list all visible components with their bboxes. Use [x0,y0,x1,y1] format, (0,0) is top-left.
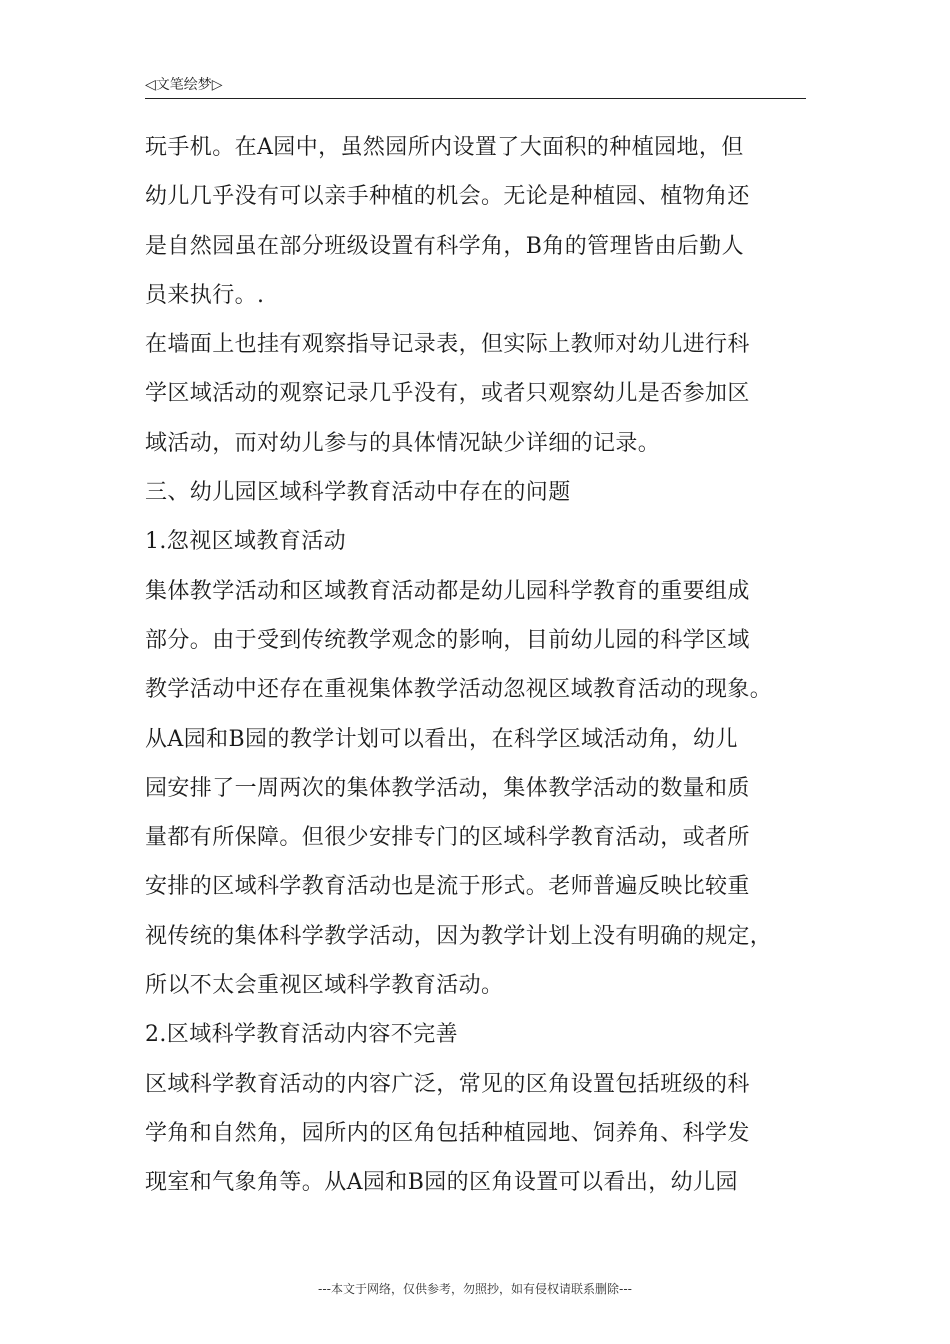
header-title: ◁文笔绘梦▷ [145,77,223,93]
text-line: 现室和气象角等。从A园和B园的区角设置可以看出，幼儿园 [145,1170,738,1196]
text-line: 视传统的集体科学教学活动，因为教学计划上没有明确的规定， [145,923,773,949]
text-line: 是自然园虽在部分班级设置有科学角，B角的管理皆由后勤人 [145,233,744,259]
text-line: 学区域活动的观察记录几乎没有，或者只观察幼儿是否参加区 [145,381,750,407]
text-line: 安排的区域科学教育活动也是流于形式。老师普遍反映比较重 [145,874,750,900]
text-line: 区域科学教育活动的内容广泛，常见的区角设置包括班级的科 [145,1071,750,1097]
page-footer: ---本文于网络，仅供参考，勿照抄，如有侵权请联系删除--- [318,1282,632,1296]
text-line: 学角和自然角，园所内的区角包括种植园地、饲养角、科学发 [145,1120,750,1146]
subsection-heading: 2.区域科学教育活动内容不完善 [145,1022,458,1048]
subsection-heading: 1.忽视区域教育活动 [145,529,346,555]
text-line: 域活动，而对幼儿参与的具体情况缺少详细的记录。 [145,430,661,456]
text-line: 所以不太会重视区域科学教育活动。 [145,973,504,999]
document-body [145,128,807,1213]
text-line: 员来执行。. [145,282,265,308]
text-line: 量都有所保障。但很少安排专门的区域科学教育活动，或者所 [145,825,750,851]
text-line: 部分。由于受到传统教学观念的影响，目前幼儿园的科学区域 [145,627,750,653]
text-line: 幼儿几乎没有可以亲手种植的机会。无论是种植园、植物角还 [145,184,750,210]
page-header [145,70,806,99]
text-line: 玩手机。在A园中，虽然园所内设置了大面积的种植园地，但 [145,135,744,160]
text-line: 集体教学活动和区域教育活动都是幼儿园科学教育的重要组成 [145,578,750,604]
text-line: 教学活动中还存在重视集体教学活动忽视区域教育活动的现象。 [145,677,773,703]
text-line: 在墙面上也挂有观察指导记录表，但实际上教师对幼儿进行科 [145,332,750,358]
section-heading: 三、幼儿园区域科学教育活动中存在的问题 [145,480,571,506]
text-line: 园安排了一周两次的集体教学活动，集体教学活动的数量和质 [145,775,750,801]
text-line: 从A园和B园的教学计划可以看出，在科学区域活动角，幼儿 [145,726,738,752]
